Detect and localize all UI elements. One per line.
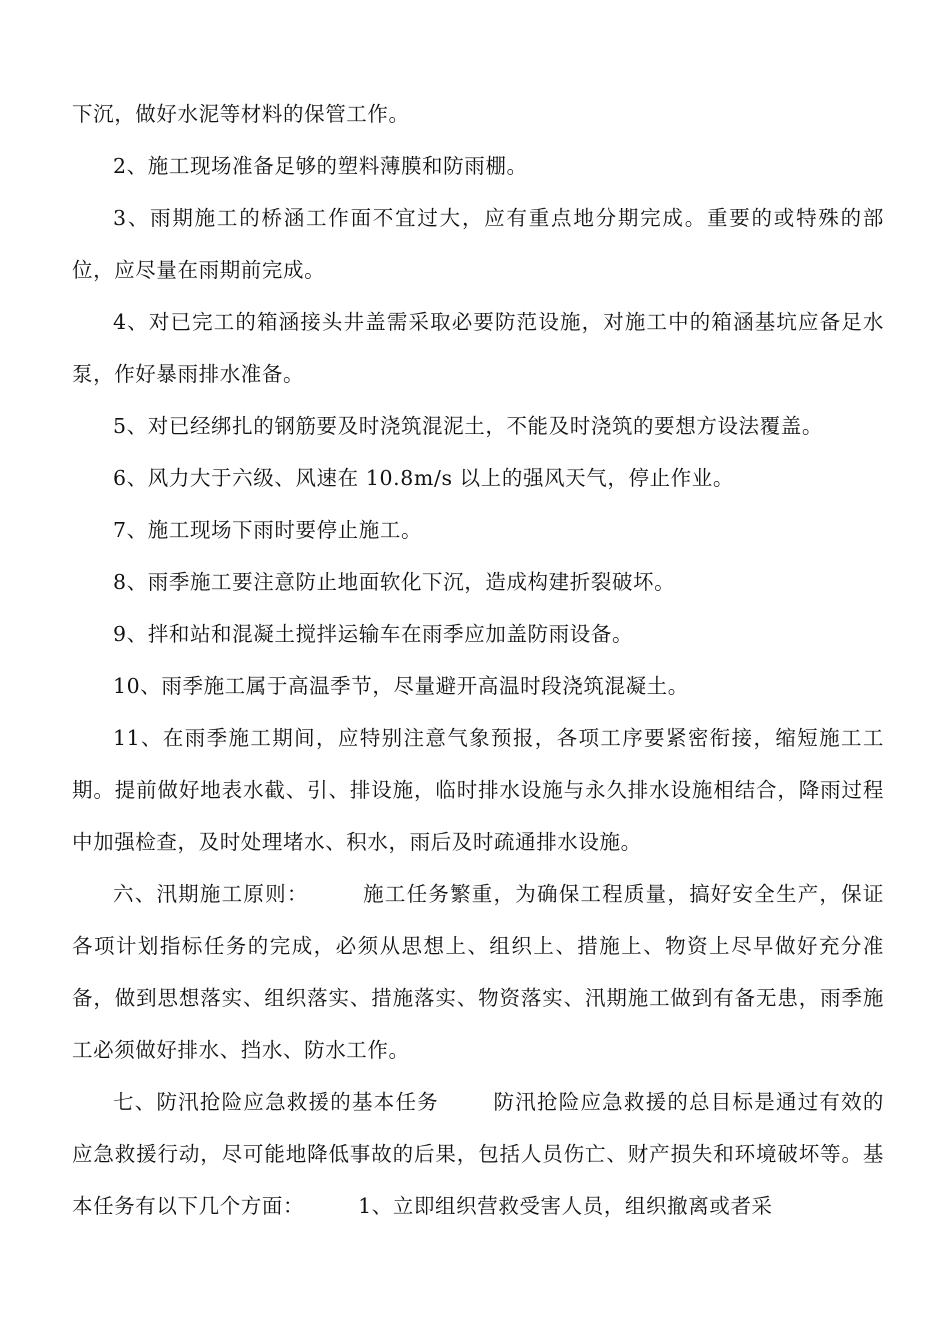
document-body <box>72 88 884 1232</box>
paragraph-item-3: 3、雨期施工的桥涵工作面不宜过大，应有重点地分期完成。重要的或特殊的部位，应尽量在雨期前完成。 <box>72 206 884 282</box>
section-6-heading: 六、汛期施工原则： <box>113 882 309 906</box>
paragraph-item-6: 6、风力大于六级、风速在 10.8m/s 以上的强风天气，停止作业。 <box>113 466 734 490</box>
paragraph-item-2: 2、施工现场准备足够的塑料薄膜和防雨棚。 <box>113 154 528 178</box>
paragraph-item-5: 5、对已经绑扎的钢筋要及时浇筑混泥土，不能及时浇筑的要想方设法覆盖。 <box>113 414 823 438</box>
paragraph-item-11: 11、在雨季施工期间，应特别注意气象预报，各项工序要紧密衔接，缩短施工工期。提前做好地表水截、引、排设施，临时排水设施与永久排水设施相结合，降雨过程中加强检查，及时处理堵水、积水，雨后及时疏通排水设施。 <box>72 726 884 854</box>
paragraph-item-10: 10、雨季施工属于高温季节，尽量避开高温时段浇筑混凝土。 <box>113 674 689 698</box>
section-6-paragraph <box>72 868 884 1076</box>
section-7-paragraph <box>72 1076 884 1232</box>
paragraph-item-7: 7、施工现场下雨时要停止施工。 <box>113 518 423 542</box>
paragraph-item-4: 4、对已完工的箱涵接头井盖需采取必要防范设施，对施工中的箱涵基坑应备足水泵，作好暴雨排水准备。 <box>72 310 884 386</box>
section-6-body: 施工任务繁重，为确保工程质量，搞好安全生产，保证各项计划指标任务的完成，必须从思想上、组织上、措施上、物资上尽早做好充分准备，做到思想落实、组织落实、措施落实、物资落实、汛期施工做到有备无患，雨季施工必须做好排水、挡水、防水工作。 <box>72 882 884 1062</box>
section-7-heading: 七、防汛抢险应急救援的基本任务 <box>113 1090 439 1114</box>
paragraph-item-9: 9、拌和站和混凝土搅拌运输车在雨季应加盖防雨设备。 <box>113 622 634 646</box>
paragraph-continuation: 下沉，做好水泥等材料的保管工作。 <box>72 102 410 126</box>
section-7-item-1: 1、立即组织营救受害人员，组织撤离或者采 <box>358 1194 773 1218</box>
section-7-body: 防汛抢险应急救援的总目标是通过有效的应急救援行动，尽可能地降低事故的后果，包括人员伤亡、财产损失和环境破坏等。基本任务有以下几个方面： <box>72 1090 884 1218</box>
paragraph-item-8: 8、雨季施工要注意防止地面软化下沉，造成构建折裂破坏。 <box>113 570 676 594</box>
